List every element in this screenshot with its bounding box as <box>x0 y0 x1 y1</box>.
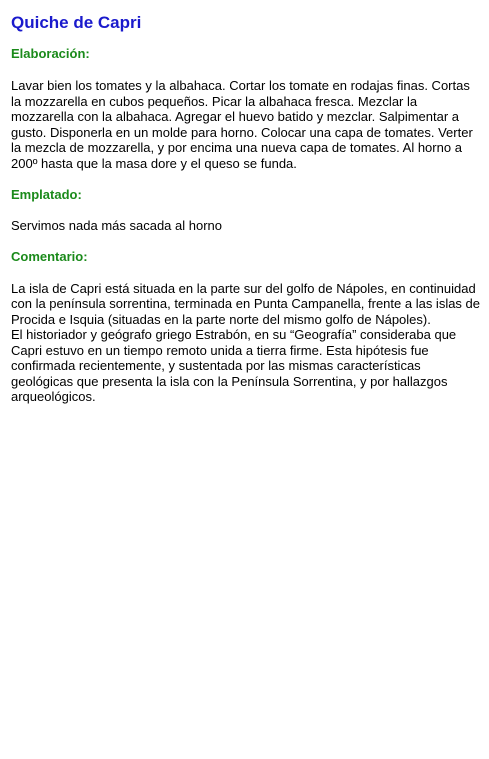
recipe-document <box>11 12 481 405</box>
text-comentario-2: El historiador y geógrafo griego Estrabón, en su “Geografía” consideraba que Capri estuvo en un tiempo remoto unida a tierra firme. Esta hipótesis fue confirmada recientemente, y sustentada por las mismas características geológicas que presenta la isla con la Península Sorrentina, y por hallazgos arqueológicos. <box>11 327 457 404</box>
page-title: Quiche de Capri <box>11 13 142 32</box>
heading-comentario: Comentario: <box>11 248 88 264</box>
text-elaboracion: Lavar bien los tomates y la albahaca. Cortar los tomate en rodajas finas. Cortas la mozzarella en cubos pequeños. Picar la albahaca fresca. Mezclar la mozzarella con la albahaca. Agregar el huevo batido y mezclar. Salpimentar a gusto. Disponerla en un molde para horno. Colocar una capa de tomates. Verter la mezcla de mozzarella, y por encima una nueva capa de tomates. Al horno a 200º hasta que la masa dore y el queso se funda. <box>11 78 473 171</box>
heading-emplatado: Emplatado: <box>11 187 82 202</box>
text-comentario-1: La isla de Capri está situada en la parte sur del golfo de Nápoles, en continuidad con la península sorrentina, terminada en Punta Campanella, frente a las islas de Procida e Isquia (situadas en la parte norte del mismo golfo de Nápoles). <box>11 280 481 327</box>
heading-elaboracion: Elaboración: <box>11 46 90 61</box>
text-emplatado: Servimos nada más sacada al horno <box>11 218 223 233</box>
